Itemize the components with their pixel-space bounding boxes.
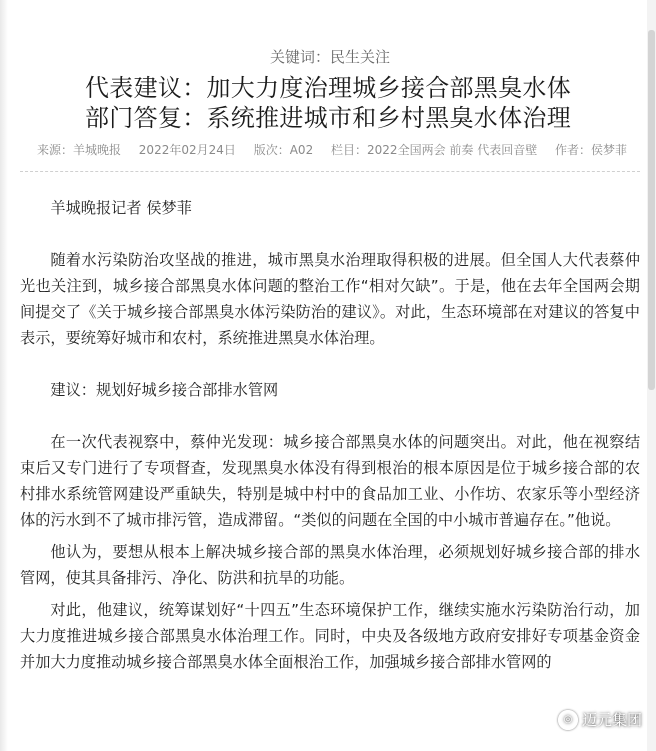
scrollbar-thumb[interactable] [648, 30, 655, 390]
watermark [558, 709, 642, 730]
meta-author: 作者：侯梦菲 [555, 143, 628, 157]
byline-paragraph: 羊城晚报记者 侯梦菲 [50, 199, 192, 217]
watermark-text: 迈元集团 [581, 711, 642, 729]
article-title-line1: 代表建议：加大力度治理城乡接合部黑臭水体 [85, 74, 571, 102]
section-heading: 建议：规划好城乡接合部排水管网 [50, 381, 279, 399]
meta-column: 栏目：2022全国两会 前奏 代表回音壁 [331, 143, 538, 157]
body-paragraph: 在一次代表视察中，蔡仲光发现：城乡接合部黑臭水体的问题突出。对此，他在视察结束后又专门进行了专项督查，发现黑臭水体没有得到根治的根本原因是位于城乡接合部的农村排水系统管网建设严重缺失，特别是城中村中的食品加工业、小作坊、农家乐等小型经济体的污水到不了城市排污管，造成滞留。“类似的问题在全国的中小城市普遍存在。”他说。 [20, 433, 640, 529]
article-meta [0, 141, 656, 158]
meta-date: 2022年02月24日 [138, 143, 236, 157]
body-paragraph: 他认为，要想从根本上解决城乡接合部的黑臭水体治理，必须规划好城乡接合部的排水管网，使其具备排污、净化、防洪和抗旱的功能。 [20, 543, 640, 587]
body-paragraph: 对此，他建议，统筹谋划好“十四五”生态环境保护工作，继续实施水污染防治行动，加大力度推进城乡接合部黑臭水体治理工作。同时，中央及各级地方政府安排好专项基金资金并加大力度推动城乡接合部黑臭水体全面根治工作，加强城乡接合部排水管网的 [20, 601, 640, 671]
body-paragraph: 随着水污染防治攻坚战的推进，城市黑臭水治理取得积极的进展。但全国人大代表蔡仲光也关注到，城乡接合部黑臭水体问题的整治工作“相对欠缺”。于是，他在去年全国两会期间提交了《关于城乡接合部黑臭水体污染防治的建议》。对此，生态环境部在对建议的答复中表示，要统筹好城市和农村，系统推进黑臭水体治理。 [20, 251, 640, 347]
vertical-scrollbar[interactable] [647, 0, 656, 751]
meta-source: 来源：羊城晚报 [36, 143, 121, 157]
meta-page: 版次：A02 [253, 143, 314, 157]
wechat-logo-icon: ◎ [558, 710, 578, 730]
article-body [20, 195, 640, 701]
header-divider [20, 171, 640, 172]
article-title-line2: 部门答复：系统推进城市和乡村黑臭水体治理 [85, 104, 571, 132]
article-keyword: 关键词：民生关注 [269, 48, 390, 66]
